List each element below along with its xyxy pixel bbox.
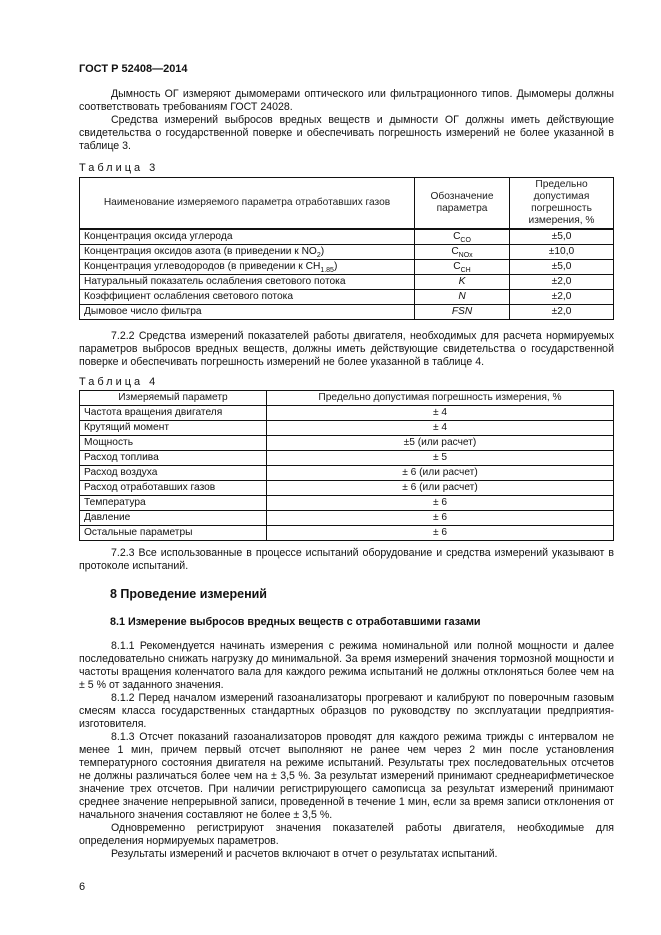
paragraph: Средства измерений выбросов вредных веществ и дымности ОГ должны иметь действующие свидетельства о государственной поверке и обеспечивать погрешность измерений не более указанной в таблице 3. bbox=[79, 114, 614, 152]
subsection-heading: 8.1 Измерение выбросов вредных веществ с отработавшими газами bbox=[110, 616, 481, 628]
paragraph-7-2-3 bbox=[79, 547, 614, 573]
paragraph: Результаты измерений и расчетов включают в отчет о результатах испытаний. bbox=[111, 848, 498, 860]
parameter-name: Давление bbox=[80, 511, 267, 526]
table-row bbox=[80, 436, 614, 451]
parameter-name: Остальные параметры bbox=[80, 526, 267, 541]
paragraph: Дымность ОГ измеряют дымомерами оптического или фильтрационного типов. Дымомеры должны соответствовать требованиям ГОСТ 24028. bbox=[79, 88, 614, 113]
tolerance-value: ±2,0 bbox=[510, 275, 614, 290]
table-header: Обозначение параметра bbox=[415, 178, 510, 230]
tolerance-value: ±5,0 bbox=[510, 260, 614, 275]
table-row bbox=[80, 451, 614, 466]
section-heading: 8 Проведение измерений bbox=[110, 587, 267, 601]
tolerance-value: ±2,0 bbox=[510, 305, 614, 320]
table4 bbox=[79, 390, 614, 541]
tolerance-value: ± 6 (или расчет) bbox=[267, 481, 614, 496]
table-header: Наименование измеряемого параметра отработавших газов bbox=[80, 178, 415, 230]
table3-caption: Таблица 3 bbox=[79, 162, 159, 174]
tolerance-value: ±5,0 bbox=[510, 229, 614, 245]
paragraph: 8.1.2 Перед началом измерений газоанализаторы прогревают и калибруют по поверочным газовым смесям класса государственных стандартных образцов по руководству по эксплуатации предприятия-изготовителя. bbox=[79, 692, 614, 730]
section-8-body bbox=[79, 640, 614, 861]
table-row bbox=[80, 466, 614, 481]
table-row bbox=[80, 275, 614, 290]
tolerance-value: ±5 (или расчет) bbox=[267, 436, 614, 451]
parameter-name: Частота вращения двигателя bbox=[80, 406, 267, 421]
parameter-name: Расход топлива bbox=[80, 451, 267, 466]
table-row bbox=[80, 526, 614, 541]
table-header: Предельно допустимая погрешность измерения, % bbox=[510, 178, 614, 230]
table-row bbox=[80, 305, 614, 320]
tolerance-value: ± 6 (или расчет) bbox=[267, 466, 614, 481]
table-row bbox=[80, 245, 614, 260]
paragraph: 7.2.2 Средства измерений показателей работы двигателя, необходимых для расчета нормируемых параметров выбросов вредных веществ, должны иметь действующие свидетельства о государственной поверке и обеспечивать погрешность измерений не более указанной в таблице 4. bbox=[79, 330, 614, 368]
parameter-name: Натуральный показатель ослабления светового потока bbox=[80, 275, 415, 290]
parameter-symbol: $C_{CH}$ bbox=[415, 260, 510, 275]
paragraph-7-2-2 bbox=[79, 330, 614, 369]
parameter-name: Температура bbox=[80, 496, 267, 511]
parameter-name: Концентрация оксида углерода bbox=[80, 229, 415, 245]
parameter-name: Расход воздуха bbox=[80, 466, 267, 481]
parameter-name: Концентрация углеводородов (в приведении к $CH_{1.85}$) bbox=[80, 260, 415, 275]
table-row bbox=[80, 511, 614, 526]
tolerance-value: ± 5 bbox=[267, 451, 614, 466]
tolerance-value: ±10,0 bbox=[510, 245, 614, 260]
parameter-name: Крутящий момент bbox=[80, 421, 267, 436]
intro-text bbox=[79, 88, 614, 153]
tolerance-value: ± 4 bbox=[267, 406, 614, 421]
tolerance-value: ± 6 bbox=[267, 526, 614, 541]
parameter-symbol: $C_{CO}$ bbox=[415, 229, 510, 245]
table-row bbox=[80, 496, 614, 511]
paragraph: Одновременно регистрируют значения показателей работы двигателя, необходимые для определения нормируемых параметров. bbox=[79, 822, 614, 847]
page-number: 6 bbox=[79, 881, 86, 893]
table-header: Измеряемый параметр bbox=[80, 391, 267, 406]
table-row bbox=[80, 406, 614, 421]
parameter-symbol: N bbox=[415, 290, 510, 305]
parameter-symbol: FSN bbox=[415, 305, 510, 320]
parameter-name: Концентрация оксидов азота (в приведении к $NO_2$) bbox=[80, 245, 415, 260]
tolerance-value: ± 6 bbox=[267, 496, 614, 511]
table-header: Предельно допустимая погрешность измерения, % bbox=[267, 391, 614, 406]
table-row bbox=[80, 481, 614, 496]
table-row bbox=[80, 229, 614, 245]
paragraph: 8.1.3 Отсчет показаний газоанализаторов проводят для каждого режима трижды с интервалом не менее 1 мин, причем первый отсчет выполняют не ранее чем через 2 мин после установления температурного состояния двигателя на режиме испытаний. Результаты трех последовательных отсчетов не должны различаться более чем на ± 3,5 %. За результат измерений принимают среднеарифметическое значение трех отсчетов. При наличии регистрирующего самописца за результат измерений принимают среднее значение непрерывной записи, проведенной в течение 1 мин, если за время записи отклонения от начального значения составляют не более ± 3,5 %. bbox=[79, 731, 614, 821]
table-row bbox=[80, 421, 614, 436]
tolerance-value: ±2,0 bbox=[510, 290, 614, 305]
parameter-symbol: $C_{NOx}$ bbox=[415, 245, 510, 260]
parameter-name: Мощность bbox=[80, 436, 267, 451]
document-header: ГОСТ Р 52408—2014 bbox=[79, 63, 188, 75]
table-row bbox=[80, 290, 614, 305]
paragraph: 8.1.1 Рекомендуется начинать измерения с режима номинальной или полной мощности и далее последовательно снижать нагрузку до минимальной. За время измерений значения тормозной мощности и частоты вращения коленчатого вала для каждого режима испытаний не должны отклоняться более чем на ± 5 % от заданного значения. bbox=[79, 640, 614, 691]
parameter-name: Дымовое число фильтра bbox=[80, 305, 415, 320]
parameter-name: Расход отработавших газов bbox=[80, 481, 267, 496]
table-row bbox=[80, 260, 614, 275]
parameter-name: Коэффициент ослабления светового потока bbox=[80, 290, 415, 305]
parameter-symbol: K bbox=[415, 275, 510, 290]
tolerance-value: ± 6 bbox=[267, 511, 614, 526]
table3 bbox=[79, 177, 614, 320]
tolerance-value: ± 4 bbox=[267, 421, 614, 436]
paragraph: 7.2.3 Все использованные в процессе испытаний оборудование и средства измерений указывают в протоколе испытаний. bbox=[79, 547, 614, 572]
table4-caption: Таблица 4 bbox=[79, 376, 159, 388]
